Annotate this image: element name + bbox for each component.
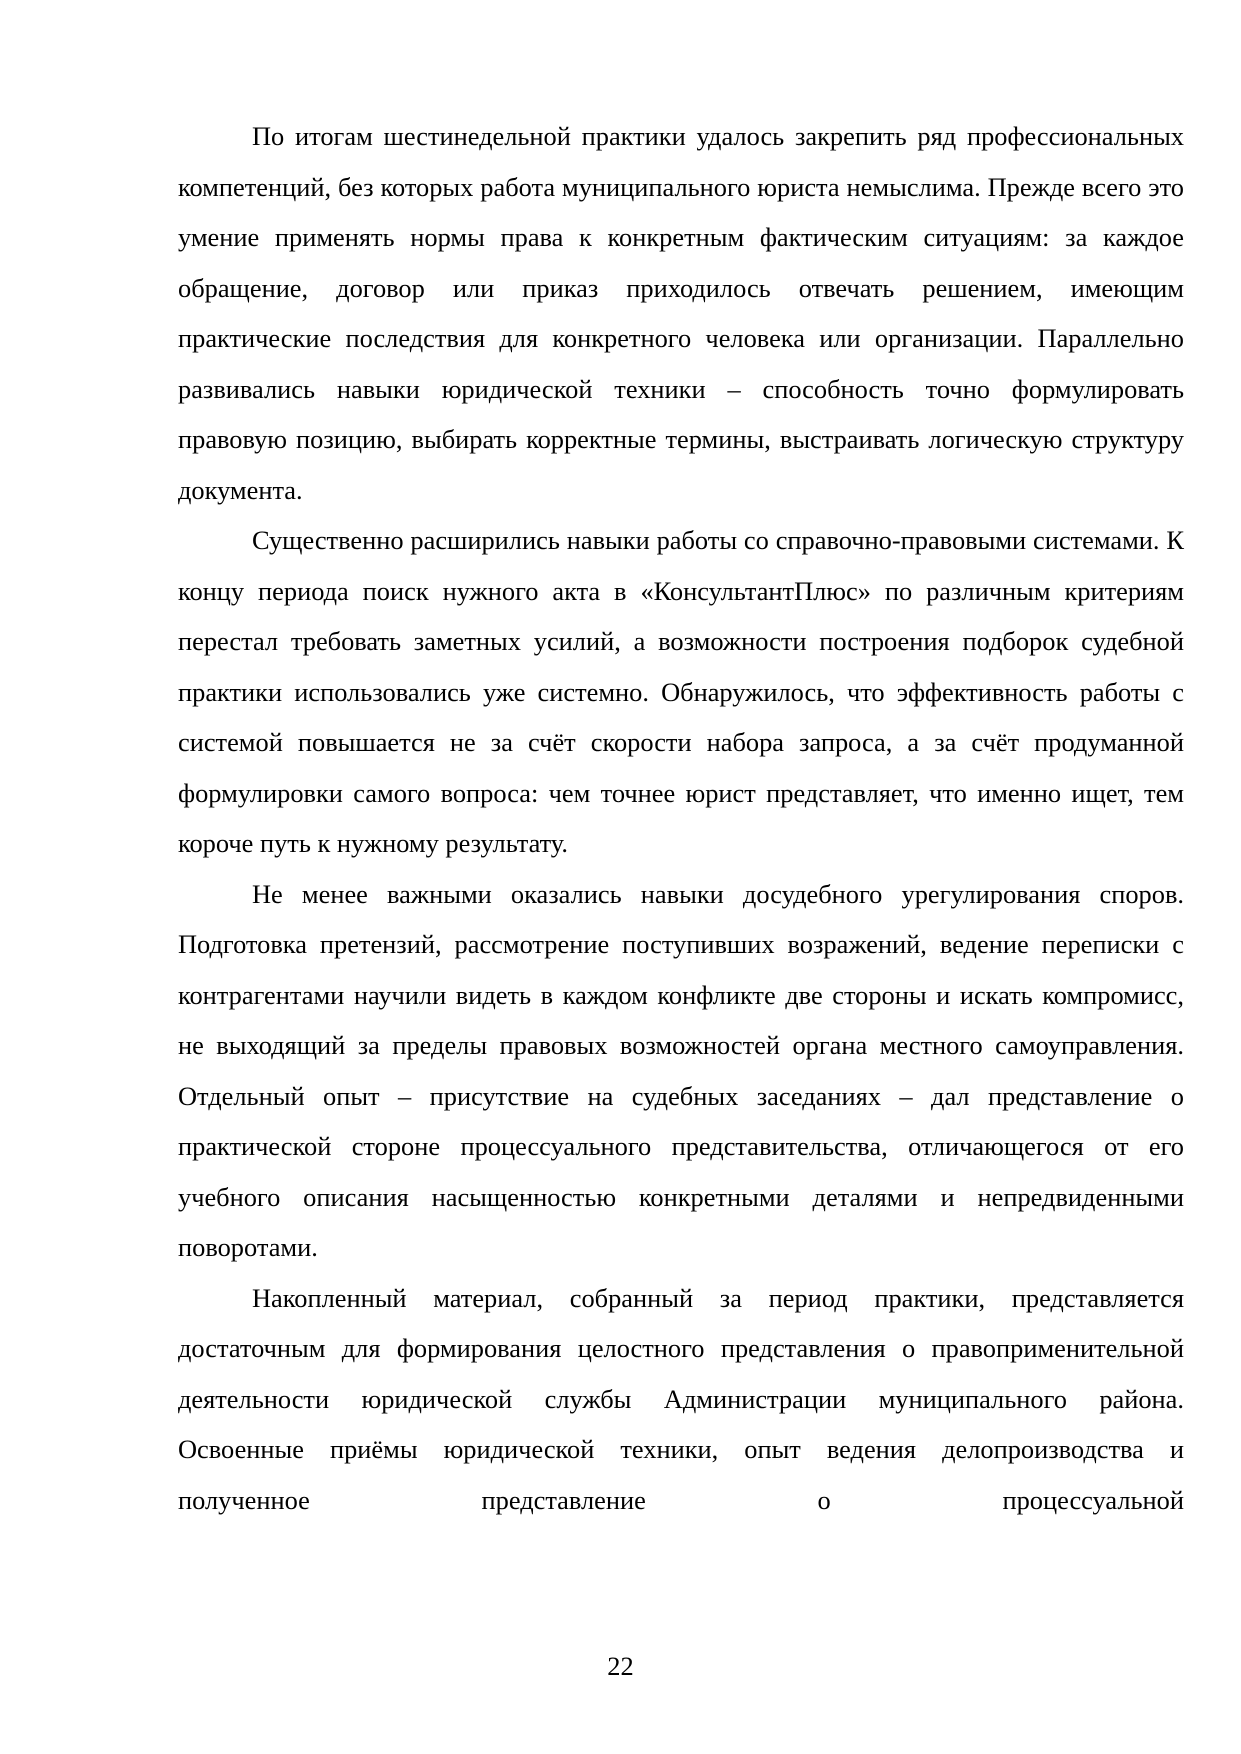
page-number: 22 (607, 1651, 634, 1681)
paragraph-accumulated-material: Накопленный материал, собранный за период практики, представляется достаточным для формирования целостного представления о правоприменительной деятельности юридической службы Администрации муниципального района. Освоенные приёмы юридической техники, опыт ведения делопроизводства и полученное представление о процессуальной (178, 1282, 1184, 1515)
paragraph-legal-systems: Существенно расширились навыки работы со справочно-правовыми системами. К концу периода поиск нужного акта в «КонсультантПлюс» по различным критериям перестал требовать заметных усилий, а возможности построения подборок судебной практики использовались уже системно. Обнаружилось, что эффективность работы с системой повышается не за счёт скорости набора запроса, а за счёт продуманной формулировки самого вопроса: чем точнее юрист представляет, что именно ищет, тем короче путь к нужному результату. (178, 525, 1184, 858)
paragraph-pretrial-settlement: Не менее важными оказались навыки досудебного урегулирования споров. Подготовка претензий, рассмотрение поступивших возражений, ведение переписки с контрагентами научили видеть в каждом конфликте две стороны и искать компромисс, не выходящий за пределы правовых возможностей органа местного самоуправления. Отдельный опыт – присутствие на судебных заседаниях – дал представление о практической стороне процессуального представительства, отличающегося от его учебного описания насыщенностью конкретными деталями и непредвиденными поворотами. (178, 878, 1184, 1262)
page-body-text (178, 111, 1184, 1525)
paragraph-competencies: По итогам шестинедельной практики удалось закрепить ряд профессиональных компетенций, без которых работа муниципального юриста немыслима. Прежде всего это умение применять нормы права к конкретным фактическим ситуациям: за каждое обращение, договор или приказ приходилось отвечать решением, имеющим практические последствия для конкретного человека или организации. Параллельно развивались навыки юридической техники – способность точно формулировать правовую позицию, выбирать корректные термины, выстраивать логическую структуру документа. (178, 121, 1184, 505)
